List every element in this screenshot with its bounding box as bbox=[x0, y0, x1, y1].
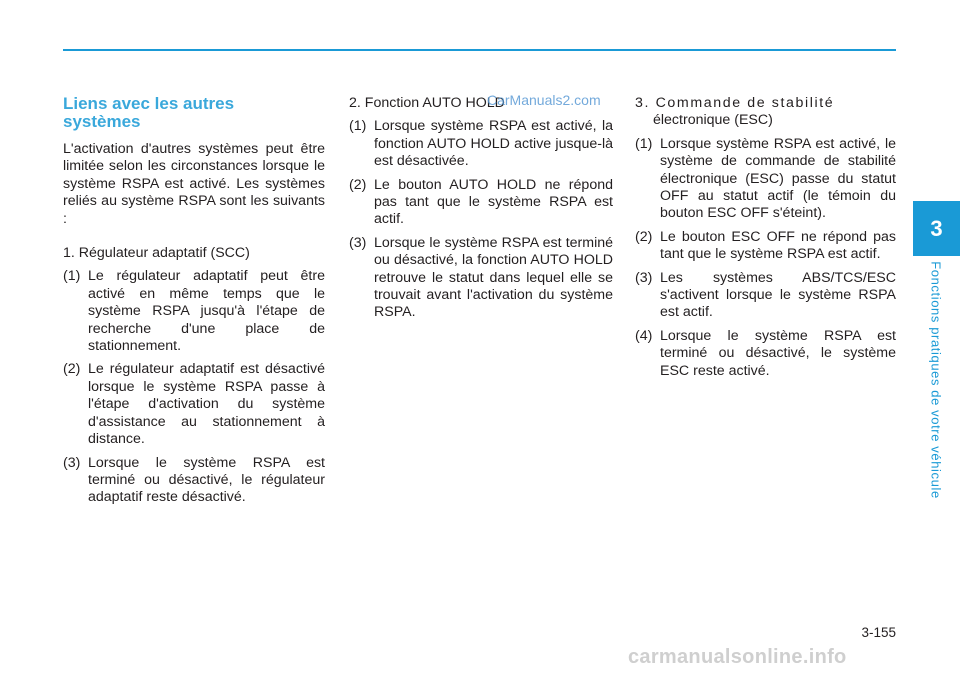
item-text: Les systèmes ABS/TCS/ESC s'activent lorsque le système RSPA est actif. bbox=[660, 269, 896, 321]
section-title-esc-continued: électronique (ESC) bbox=[653, 112, 773, 129]
list-item bbox=[63, 361, 325, 448]
item-text: Lorsque système RSPA est activé, la fonction AUTO HOLD active jusque-là est désactivée. bbox=[374, 118, 613, 170]
list-item bbox=[635, 136, 896, 223]
item-number: (3) bbox=[63, 454, 81, 471]
chapter-tab: 3 bbox=[913, 201, 960, 256]
section-heading: Liens avec les autres systèmes bbox=[63, 94, 235, 131]
column-1 bbox=[63, 95, 325, 513]
item-text: Lorsque système RSPA est activé, le système de commande de stabilité électronique (ESC) passe du statut OFF au statut actif (le témoin du bouton ESC OFF s'éteint). bbox=[660, 135, 896, 222]
list-item bbox=[349, 177, 613, 229]
column-2 bbox=[349, 95, 613, 328]
list-item bbox=[63, 268, 325, 355]
item-text: Lorsque le système RSPA est terminé ou désactivé, le système ESC reste activé. bbox=[660, 327, 896, 379]
item-number: (3) bbox=[349, 234, 367, 251]
item-number: (2) bbox=[349, 176, 367, 193]
item-number: (2) bbox=[63, 361, 81, 378]
page-number: 3-155 bbox=[861, 625, 896, 640]
item-text: Le bouton ESC OFF ne répond pas tant que le système RSPA est actif. bbox=[660, 228, 896, 263]
intro-paragraph: L'activation d'autres systèmes peut être limitée selon les circonstances lorsque le système RSPA est activé. Les systèmes reliés au système RSPA sont les suivants : bbox=[63, 141, 325, 227]
top-rule bbox=[63, 49, 896, 51]
item-text: Lorsque le système RSPA est terminé ou désactivé, le régulateur adaptatif reste désactivé. bbox=[88, 454, 325, 506]
list-item bbox=[635, 229, 896, 264]
item-number: (1) bbox=[63, 268, 81, 285]
item-text: Le régulateur adaptatif est désactivé lorsque le système RSPA passe à l'étape d'activation du système d'assistance au stationnement à distance. bbox=[88, 361, 325, 448]
column-3 bbox=[635, 95, 896, 386]
item-text: Le régulateur adaptatif peut être activé en même temps que le système RSPA jusqu'à l'étape de recherche d'une place de stationnement. bbox=[88, 268, 325, 355]
list-item bbox=[349, 235, 613, 322]
item-number: (3) bbox=[635, 269, 653, 286]
item-number: (2) bbox=[635, 228, 653, 245]
item-number: (1) bbox=[635, 135, 653, 152]
item-text: Le bouton AUTO HOLD ne répond pas tant que le système RSPA est actif. bbox=[374, 176, 613, 228]
section-title-scc: 1. Régulateur adaptatif (SCC) bbox=[63, 245, 250, 262]
item-text: Lorsque le système RSPA est terminé ou désactivé, la fonction AUTO HOLD retrouve le statut dans lequel elle se trouvait avant l'activation du système RSPA. bbox=[374, 234, 613, 321]
section-title-auto-hold: 2. Fonction AUTO HOLD bbox=[349, 95, 505, 111]
item-number: (1) bbox=[349, 118, 367, 135]
item-number: (4) bbox=[635, 327, 653, 344]
chapter-label: Fonctions pratiques de votre véhicule bbox=[928, 261, 944, 499]
list-item bbox=[349, 118, 613, 170]
watermark-top: CarManuals2.com bbox=[487, 92, 601, 108]
list-item bbox=[635, 270, 896, 322]
section-title-esc: 3. Commande de stabilité bbox=[635, 95, 835, 111]
list-item bbox=[63, 455, 325, 507]
watermark-bottom: carmanualsonline.info bbox=[628, 646, 847, 668]
list-item bbox=[635, 328, 896, 380]
